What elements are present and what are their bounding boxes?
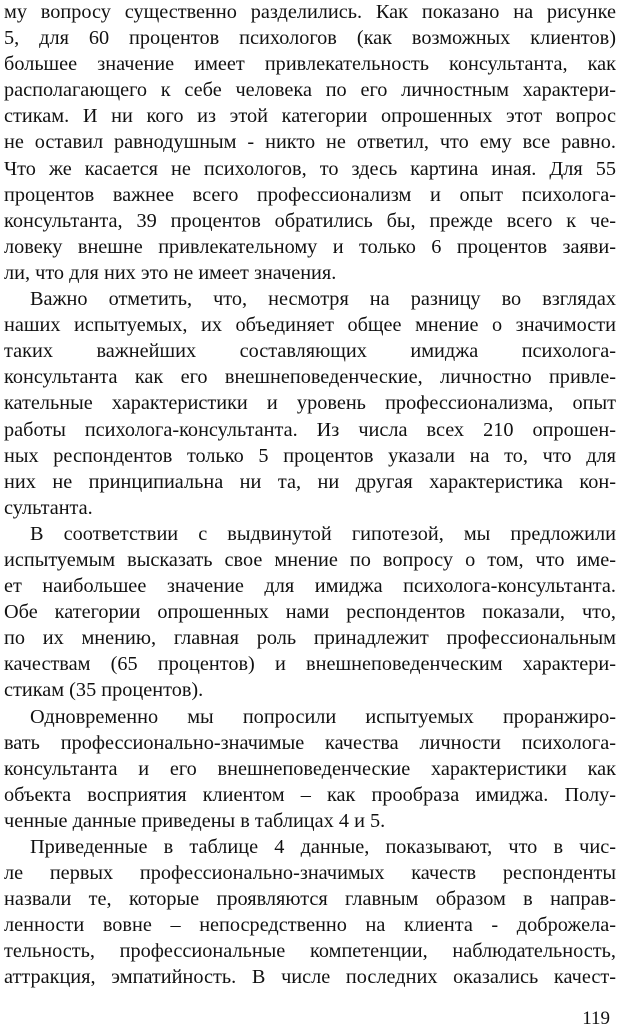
text-line: ченные данные приведены в таблицах 4 и 5. — [4, 809, 386, 832]
text-line: В соответствии с выдвинутой гипотезой, мы предложили — [30, 522, 616, 545]
text-line: 5, для 60 процентов психологов (как возможных клиентов) — [4, 27, 616, 50]
text-line: Что же касается не психологов, то здесь картина иная. Для 55 — [4, 157, 616, 180]
text-line: консультанта, 39 процентов обратились бы, прежде всего к че- — [4, 209, 616, 232]
text-line: испытуемым высказать свое мнение по вопросу о том, что име- — [4, 548, 616, 571]
text-line: му вопросу существенно разделились. Как показано на рисунке — [4, 1, 616, 23]
text-line: ле первых профессионально-значимых качеств респонденты — [4, 862, 616, 885]
text-line: кательные характеристики и уровень профессионализма, опыт — [4, 392, 616, 415]
text-line: аттракция, эмпатийность. В числе последних оказались качест- — [4, 966, 616, 989]
text-line: ловеку внешне привлекательному и только 6 процентов заяви- — [4, 235, 616, 258]
text-line: ных респондентов только 5 процентов указали на то, что для — [4, 444, 616, 467]
text-line: большее значение имеет привлекательность консультанта, как — [4, 53, 616, 76]
text-line: ет наибольшее значение для имиджа психолога-консультанта. — [4, 575, 616, 598]
body-text — [4, 0, 616, 991]
text-line: тельность, профессиональные компетенции, наблюдательность, — [4, 940, 616, 963]
text-line: процентов важнее всего профессионализм и опыт психолога- — [4, 183, 616, 206]
page-number: 119 — [582, 1008, 610, 1029]
text-line: по их мнению, главная роль принадлежит профессиональным — [4, 627, 616, 650]
text-line: Обе категории опрошенных нами респондентов показали, что, — [4, 601, 616, 624]
text-line: Приведенные в таблице 4 данные, показывают, что в чис- — [30, 836, 616, 858]
text-line: консультанта как его внешнеповеденческие, личностно привле- — [4, 366, 616, 389]
text-line: ленности вовне – непосредственно на клиента - доброжела- — [4, 914, 616, 937]
text-line: работы психолога-консультанта. Из числа всех 210 опрошен- — [4, 418, 616, 441]
text-line: них не принципиальна ни та, ни другая характеристика кон- — [4, 470, 616, 493]
text-line: консультанта и его внешнеповеденческие характеристики как — [4, 757, 616, 780]
text-line: стикам (35 процентов). — [4, 679, 204, 702]
text-line: Важно отметить, что, несмотря на разницу во взглядах — [30, 288, 616, 311]
text-line: вать профессионально-значимые качества личности психолога- — [4, 731, 616, 754]
text-line: сультанта. — [4, 496, 93, 519]
text-line: стикам. И ни кого из этой категории опрошенных этот вопрос — [4, 105, 616, 128]
text-line: Одновременно мы попросили испытуемых проранжиро- — [30, 705, 616, 728]
text-line: ли, что для них это не имеет значения. — [4, 261, 337, 284]
text-line: назвали те, которые проявляются главным образом в направ- — [4, 888, 616, 911]
text-line: таких важнейших составляющих имиджа психолога- — [4, 340, 616, 363]
text-line: объекта восприятия клиентом – как прообраза имиджа. Полу- — [4, 783, 616, 806]
text-line: качествам (65 процентов) и внешнеповеденческим характери- — [4, 653, 616, 676]
text-line: наших испытуемых, их объединяет общее мнение о значимости — [4, 314, 616, 337]
text-line: не оставил равнодушным - никто не ответил, что ему все равно. — [4, 131, 616, 154]
text-line: располагающего к себе человека по его личностным характери- — [4, 79, 616, 102]
